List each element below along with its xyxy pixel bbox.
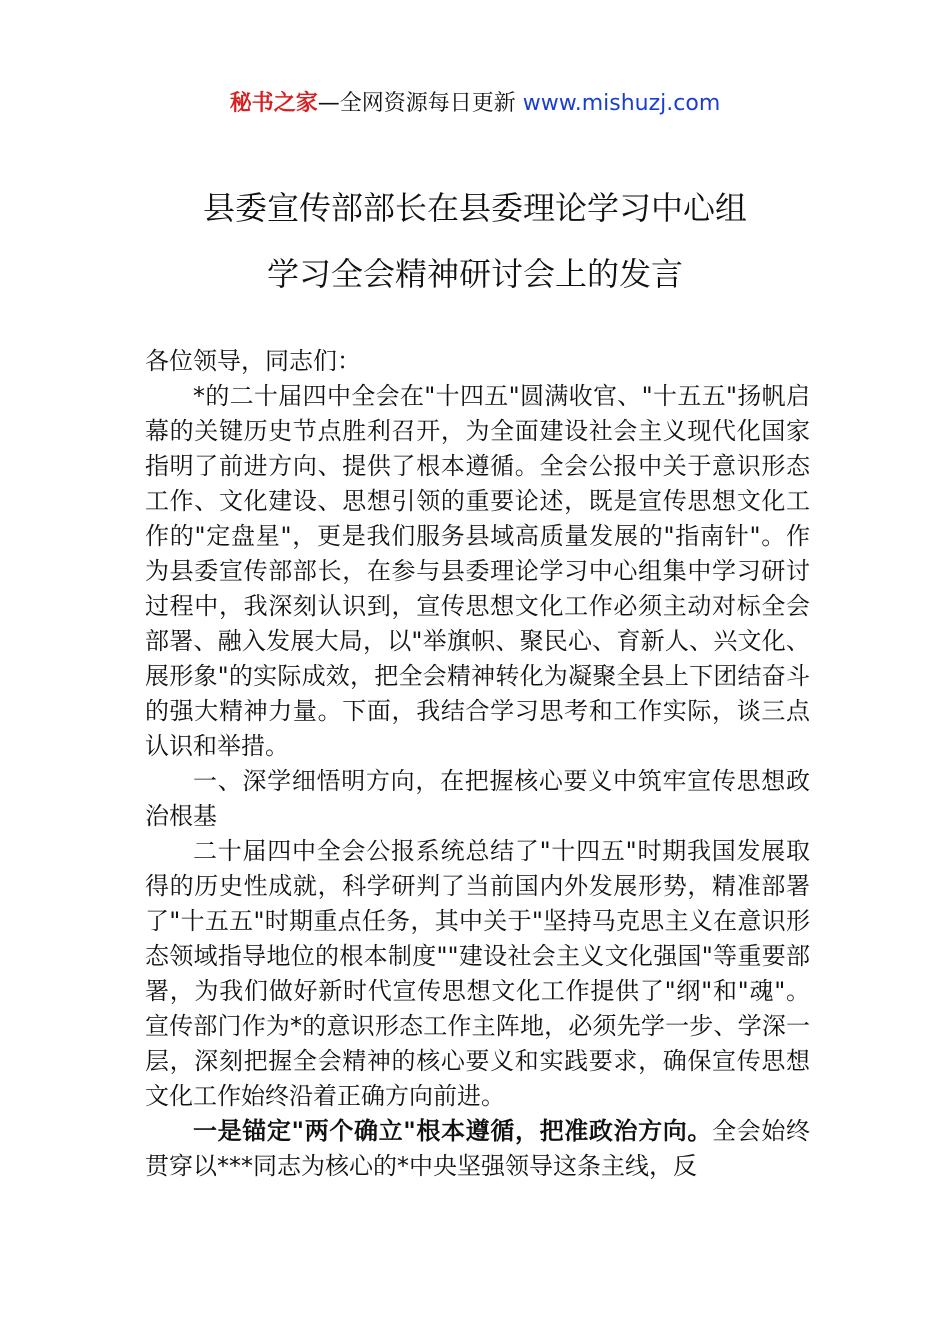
point-1-text: 全会始终贯穿以***同志为核心的*中央坚强领导这条主线，反 — [145, 1117, 810, 1180]
paragraph-section-1: 二十届四中全会公报系统总结了"十四五"时期我国发展取得的历史性成就，科学研判了当前国内外发展形势，精准部署了"十五五"时期重点任务，其中关于"坚持马克思主义在意识形态领域指导地位的根本制度""建设社会主义文化强国"等重要部署，为我们做好新时代宣传思想文化工作提供了"纲"和"魂"。宣传部门作为*的意识形态工作主阵地，必须先学一步、学深一层，深刻把握全会精神的核心要义和实践要求，确保宣传思想文化工作始终沿着正确方向前进。 — [145, 837, 810, 1110]
paragraph-point-1 — [145, 1114, 810, 1184]
document-title-line-2: 学习全会精神研讨会上的发言 — [266, 255, 683, 293]
site-header — [0, 88, 950, 120]
section-heading-1: 一、深学细悟明方向，在把握核心要义中筑牢宣传思想政治根基 — [145, 767, 810, 830]
paragraph-intro: *的二十届四中全会在"十四五"圆满收官、"十五五"扬帆启幕的关键历史节点胜利召开，为全面建设社会主义现代化国家指明了前进方向、提供了根本遵循。全会公报中关于意识形态工作、文化建设、思想引领的重要论述，既是宣传思想文化工作的"定盘星"，更是我们服务县域高质量发展的"指南针"。作为县委宣传部部长，在参与县委理论学习中心组集中学习研讨过程中，我深刻认识到，宣传思想文化工作必须主动对标全会部署、融入发展大局，以"举旗帜、聚民心、育新人、兴文化、展形象"的实际成效，把全会精神转化为凝聚全县上下团结奋斗的强大精神力量。下面，我结合学习思考和工作实际，谈三点认识和举措。 — [145, 382, 810, 760]
salutation: 各位领导，同志们： — [145, 347, 361, 375]
site-tagline: —全网资源每日更新 — [317, 91, 523, 116]
site-brand: 秘书之家 — [229, 91, 318, 116]
site-url[interactable]: www.mishuzj.com — [522, 91, 721, 116]
document-title-line-1: 县委宣传部部长在县委理论学习中心组 — [202, 189, 747, 227]
point-1-lead: 一是锚定"两个确立"根本遵循，把准政治方向。 — [193, 1117, 713, 1145]
document-body — [145, 344, 810, 1184]
